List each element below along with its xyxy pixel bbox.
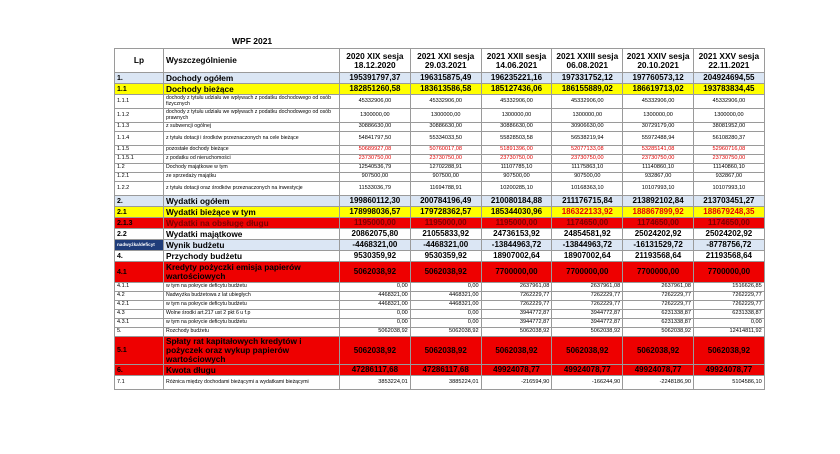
- row-value-cell: 30886630,00: [481, 123, 552, 132]
- table-row: [115, 207, 765, 218]
- header-col-2021-xxiii: 2021 XXIII sesja 06.08.2021: [552, 49, 623, 73]
- row-value-cell: 7700000,00: [693, 262, 764, 283]
- row-value-cell: 53285141,08: [623, 146, 694, 155]
- row-lp: 5.1: [115, 337, 164, 365]
- row-value-cell: 7700000,00: [623, 262, 694, 283]
- row-value-cell: 7262229,77: [623, 301, 694, 310]
- row-description: Kredyty pożyczki emisja papierów wartościowych: [164, 262, 340, 283]
- row-value-cell: 7262229,77: [623, 292, 694, 301]
- row-lp: 1.1.5: [115, 146, 164, 155]
- row-description: z subwencji ogólnej: [164, 123, 340, 132]
- table-row: [115, 173, 765, 182]
- table-row: [115, 310, 765, 319]
- row-value-cell: 213703451,27: [693, 196, 764, 207]
- row-value-cell: 50689927,08: [340, 146, 411, 155]
- row-value-cell: 47286117,68: [340, 365, 411, 376]
- row-value-cell: 20862075,80: [340, 229, 411, 240]
- row-lp: 4.: [115, 251, 164, 262]
- row-value-cell: 47286117,68: [410, 365, 481, 376]
- row-value-cell: 196315875,49: [410, 73, 481, 84]
- row-lp: 4.1.1: [115, 283, 164, 292]
- row-value-cell: 24736153,92: [481, 229, 552, 240]
- row-lp: 4.1: [115, 262, 164, 283]
- row-lp: 4.2.1: [115, 301, 164, 310]
- row-value-cell: 3944772,87: [552, 319, 623, 328]
- row-description: w tym na pokrycie deficytu budżetu: [164, 319, 340, 328]
- row-value-cell: 11533036,79: [340, 182, 411, 196]
- row-value-cell: 213892102,84: [623, 196, 694, 207]
- row-value-cell: 4468321,00: [340, 301, 411, 310]
- row-value-cell: 5062038,92: [481, 328, 552, 337]
- row-lp: 4.2: [115, 292, 164, 301]
- row-value-cell: -16131529,72: [623, 240, 694, 251]
- row-value-cell: 185127436,06: [481, 84, 552, 95]
- row-value-cell: 12414811,92: [693, 328, 764, 337]
- row-value-cell: 7262229,77: [693, 301, 764, 310]
- row-value-cell: 21055833,92: [410, 229, 481, 240]
- row-value-cell: 1174650,00: [552, 218, 623, 229]
- row-value-cell: 1300000,00: [410, 109, 481, 123]
- row-value-cell: 49924078,77: [552, 365, 623, 376]
- table-row: [115, 229, 765, 240]
- header-col-2021-xxv: 2021 XXV sesja 22.11.2021: [693, 49, 764, 73]
- row-value-cell: 51891396,00: [481, 146, 552, 155]
- row-description: Spłaty rat kapitałowych kredytów i pożyczek oraz wykup papierów wartościowych: [164, 337, 340, 365]
- table-row: [115, 283, 765, 292]
- header-row: [115, 49, 765, 73]
- row-value-cell: 7700000,00: [481, 262, 552, 283]
- row-value-cell: 0,00: [410, 283, 481, 292]
- table-row: [115, 196, 765, 207]
- row-value-cell: 23730750,00: [623, 155, 694, 164]
- row-value-cell: 932867,00: [623, 173, 694, 182]
- row-lp: 1.1.4: [115, 132, 164, 146]
- row-value-cell: 55828503,58: [481, 132, 552, 146]
- row-value-cell: 11107785,10: [481, 164, 552, 173]
- table-row: [115, 182, 765, 196]
- row-value-cell: 178998036,57: [340, 207, 411, 218]
- row-lp: 1.2.1: [115, 173, 164, 182]
- sheet-title-row: [114, 36, 764, 48]
- row-value-cell: 210080184,88: [481, 196, 552, 207]
- row-lp: 1.1.2: [115, 109, 164, 123]
- table-row: [115, 146, 765, 155]
- row-description: Dochody ogółem: [164, 73, 340, 84]
- row-value-cell: 3885224,01: [410, 376, 481, 390]
- row-value-cell: 23730750,00: [340, 155, 411, 164]
- header-lp: Lp: [115, 49, 164, 73]
- table-row: [115, 132, 765, 146]
- table-row: [115, 328, 765, 337]
- row-description: Wydatki majątkowe: [164, 229, 340, 240]
- row-value-cell: 3853224,01: [340, 376, 411, 390]
- row-lp: 2.2: [115, 229, 164, 240]
- table-row: [115, 337, 765, 365]
- row-value-cell: 0,00: [340, 319, 411, 328]
- row-value-cell: 45332906,00: [481, 95, 552, 109]
- row-value-cell: 211176715,84: [552, 196, 623, 207]
- row-value-cell: 1300000,00: [481, 109, 552, 123]
- row-description: Dochody majątkowe w tym: [164, 164, 340, 173]
- row-value-cell: 0,00: [410, 310, 481, 319]
- row-lp: 5.: [115, 328, 164, 337]
- row-value-cell: 6231338,87: [693, 310, 764, 319]
- row-value-cell: 907500,00: [552, 173, 623, 182]
- row-value-cell: 6231338,87: [623, 310, 694, 319]
- table-row: [115, 155, 765, 164]
- row-value-cell: 25024202,92: [693, 229, 764, 240]
- row-value-cell: 3944772,87: [481, 310, 552, 319]
- table-row: [115, 376, 765, 390]
- row-value-cell: 7262229,77: [552, 292, 623, 301]
- row-value-cell: 7262229,77: [552, 301, 623, 310]
- row-value-cell: 25024202,92: [623, 229, 694, 240]
- row-value-cell: 49924078,77: [693, 365, 764, 376]
- row-lp: 1.1: [115, 84, 164, 95]
- row-description: Dochody bieżące: [164, 84, 340, 95]
- row-value-cell: 197760573,12: [623, 73, 694, 84]
- row-value-cell: 4468321,00: [410, 301, 481, 310]
- row-value-cell: 45332906,00: [410, 95, 481, 109]
- row-value-cell: 30886630,00: [410, 123, 481, 132]
- row-value-cell: 907500,00: [481, 173, 552, 182]
- row-value-cell: -2248186,90: [623, 376, 694, 390]
- table-row: [115, 164, 765, 173]
- row-value-cell: 23730750,00: [552, 155, 623, 164]
- row-value-cell: 186322133,92: [552, 207, 623, 218]
- row-value-cell: 9530359,92: [340, 251, 411, 262]
- row-value-cell: 45332906,00: [552, 95, 623, 109]
- row-value-cell: 193783834,45: [693, 84, 764, 95]
- row-lp: 4.3: [115, 310, 164, 319]
- row-value-cell: 56108280,37: [693, 132, 764, 146]
- row-value-cell: 199860112,30: [340, 196, 411, 207]
- row-value-cell: 183613586,58: [410, 84, 481, 95]
- row-value-cell: 21193568,64: [623, 251, 694, 262]
- row-value-cell: 907500,00: [340, 173, 411, 182]
- row-description: z tytułu dotacji i środków przeznaczonych na cele bieżące: [164, 132, 340, 146]
- row-lp: nadwyżka/deficyt: [115, 240, 164, 251]
- row-value-cell: 5062038,92: [340, 262, 411, 283]
- header-col-2021-xxiv: 2021 XXIV sesja 20.10.2021: [623, 49, 694, 73]
- row-description: Nadwyżka budżetowa z lat ubiegłych: [164, 292, 340, 301]
- row-lp: 4.3.1: [115, 319, 164, 328]
- row-lp: 2.1.3: [115, 218, 164, 229]
- row-value-cell: 1174650,00: [693, 218, 764, 229]
- row-value-cell: 1300000,00: [552, 109, 623, 123]
- row-value-cell: 11175863,10: [552, 164, 623, 173]
- row-value-cell: 54841797,50: [340, 132, 411, 146]
- table-row: [115, 73, 765, 84]
- row-value-cell: 38081952,00: [693, 123, 764, 132]
- row-value-cell: 10107993,10: [693, 182, 764, 196]
- row-description: Wolne środki art.217 ust 2 pkt 6 u f.p: [164, 310, 340, 319]
- row-description: dochody z tytułu udziału we wpływach z podatku dochodowego od osób prawnych: [164, 109, 340, 123]
- header-col-2020-xix: 2020 XIX sesja 18.12.2020: [340, 49, 411, 73]
- row-description: z tytułu dotacji oraz środków przeznaczonych na inwestycje: [164, 182, 340, 196]
- row-lp: 2.1: [115, 207, 164, 218]
- table-row: [115, 109, 765, 123]
- row-value-cell: 195391797,37: [340, 73, 411, 84]
- row-value-cell: 1195000,00: [340, 218, 411, 229]
- row-value-cell: 45332906,00: [693, 95, 764, 109]
- row-value-cell: 0,00: [340, 310, 411, 319]
- row-value-cell: 11140860,10: [623, 164, 694, 173]
- table-row: [115, 240, 765, 251]
- row-value-cell: 12702288,91: [410, 164, 481, 173]
- row-value-cell: 1300000,00: [340, 109, 411, 123]
- row-description: Różnica między dochodami bieżącymi a wydatkami bieżącymi: [164, 376, 340, 390]
- row-description: Rozchody budżetu: [164, 328, 340, 337]
- row-value-cell: 0,00: [340, 283, 411, 292]
- row-description: Kwota długu: [164, 365, 340, 376]
- row-value-cell: -13844963,72: [552, 240, 623, 251]
- row-value-cell: 4468321,00: [410, 292, 481, 301]
- row-value-cell: -4468321,00: [410, 240, 481, 251]
- row-value-cell: 10200285,10: [481, 182, 552, 196]
- table-row: [115, 292, 765, 301]
- row-value-cell: 21193568,64: [693, 251, 764, 262]
- header-col-2021-xxii: 2021 XXII sesja 14.06.2021: [481, 49, 552, 73]
- row-value-cell: -4468321,00: [340, 240, 411, 251]
- row-value-cell: 10107993,10: [623, 182, 694, 196]
- table-row: [115, 262, 765, 283]
- row-value-cell: 30886630,00: [340, 123, 411, 132]
- row-value-cell: 18907002,64: [481, 251, 552, 262]
- row-lp: 1.1.5.1: [115, 155, 164, 164]
- row-value-cell: 23730750,00: [410, 155, 481, 164]
- row-value-cell: 179728362,57: [410, 207, 481, 218]
- row-lp: 2.: [115, 196, 164, 207]
- row-value-cell: 5062038,92: [693, 337, 764, 365]
- row-value-cell: 1516626,85: [693, 283, 764, 292]
- row-value-cell: 3944772,87: [552, 310, 623, 319]
- row-value-cell: 23730750,00: [481, 155, 552, 164]
- row-value-cell: 18907002,64: [552, 251, 623, 262]
- row-value-cell: 188679248,35: [693, 207, 764, 218]
- row-value-cell: -8778756,72: [693, 240, 764, 251]
- row-value-cell: 5062038,92: [340, 337, 411, 365]
- row-value-cell: 2637961,08: [623, 283, 694, 292]
- row-value-cell: 6231338,87: [623, 319, 694, 328]
- row-value-cell: 7262229,77: [693, 292, 764, 301]
- row-description: w tym na pokrycie deficytu budżetu: [164, 283, 340, 292]
- table-row: [115, 218, 765, 229]
- row-value-cell: 907500,00: [410, 173, 481, 182]
- row-value-cell: 0,00: [410, 319, 481, 328]
- row-value-cell: 11140860,10: [693, 164, 764, 173]
- row-lp: 7.1: [115, 376, 164, 390]
- row-value-cell: 49924078,77: [481, 365, 552, 376]
- table-row: [115, 95, 765, 109]
- row-description: Wydatki ogółem: [164, 196, 340, 207]
- row-value-cell: 23730750,00: [693, 155, 764, 164]
- row-value-cell: 1174650,00: [623, 218, 694, 229]
- row-value-cell: 5062038,92: [623, 328, 694, 337]
- row-value-cell: 4468321,00: [340, 292, 411, 301]
- row-value-cell: 50760017,08: [410, 146, 481, 155]
- row-value-cell: 1195000,00: [410, 218, 481, 229]
- row-lp: 6.: [115, 365, 164, 376]
- row-value-cell: 5062038,92: [410, 337, 481, 365]
- row-value-cell: 55972488,94: [623, 132, 694, 146]
- row-lp: 1.1.1: [115, 95, 164, 109]
- row-value-cell: 3944772,87: [481, 319, 552, 328]
- row-value-cell: 7262229,77: [481, 301, 552, 310]
- header-col-2021-xxi: 2021 XXI sesja 29.03.2021: [410, 49, 481, 73]
- spreadsheet: [114, 36, 764, 390]
- row-value-cell: 52077133,08: [552, 146, 623, 155]
- row-value-cell: 5062038,92: [552, 337, 623, 365]
- row-value-cell: 932867,00: [693, 173, 764, 182]
- row-value-cell: 0,00: [693, 319, 764, 328]
- row-value-cell: 30906630,00: [552, 123, 623, 132]
- row-value-cell: 1300000,00: [693, 109, 764, 123]
- row-description: pozostałe dochody bieżące: [164, 146, 340, 155]
- table-row: [115, 123, 765, 132]
- row-value-cell: 55334033,50: [410, 132, 481, 146]
- row-description: w tym na pokrycie deficytu budżetu: [164, 301, 340, 310]
- row-value-cell: 1300000,00: [623, 109, 694, 123]
- row-value-cell: 7262229,77: [481, 292, 552, 301]
- table-row: [115, 365, 765, 376]
- row-value-cell: 45332906,00: [340, 95, 411, 109]
- row-value-cell: 5062038,92: [410, 262, 481, 283]
- row-value-cell: 56538219,94: [552, 132, 623, 146]
- row-description: Wydatki bieżące w tym: [164, 207, 340, 218]
- table-row: [115, 251, 765, 262]
- row-description: Przychody budżetu: [164, 251, 340, 262]
- row-value-cell: 5062038,92: [552, 328, 623, 337]
- row-value-cell: 5062038,92: [623, 337, 694, 365]
- row-value-cell: 49924078,77: [623, 365, 694, 376]
- row-value-cell: 182851260,58: [340, 84, 411, 95]
- row-value-cell: 5062038,92: [340, 328, 411, 337]
- row-value-cell: -13844963,72: [481, 240, 552, 251]
- row-value-cell: 186619713,02: [623, 84, 694, 95]
- row-value-cell: 52960716,08: [693, 146, 764, 155]
- row-description: z podatku od nieruchomości: [164, 155, 340, 164]
- row-value-cell: 9530359,92: [410, 251, 481, 262]
- row-description: Wynik budżetu: [164, 240, 340, 251]
- row-value-cell: 45332906,00: [623, 95, 694, 109]
- wpf-table: [114, 48, 765, 390]
- row-value-cell: 196235221,16: [481, 73, 552, 84]
- table-row: [115, 319, 765, 328]
- row-value-cell: 30729179,00: [623, 123, 694, 132]
- row-value-cell: 204924694,55: [693, 73, 764, 84]
- row-value-cell: 5062038,92: [481, 337, 552, 365]
- row-value-cell: 185344030,96: [481, 207, 552, 218]
- row-value-cell: 188867899,92: [623, 207, 694, 218]
- row-value-cell: 5104586,10: [693, 376, 764, 390]
- row-value-cell: 12540536,79: [340, 164, 411, 173]
- row-value-cell: 7700000,00: [552, 262, 623, 283]
- row-value-cell: 200784196,49: [410, 196, 481, 207]
- row-lp: 1.2: [115, 164, 164, 173]
- header-desc: Wyszczególnienie: [164, 49, 340, 73]
- row-value-cell: 11694788,91: [410, 182, 481, 196]
- row-value-cell: 197331752,12: [552, 73, 623, 84]
- row-value-cell: 186155889,02: [552, 84, 623, 95]
- row-lp: 1.2.2: [115, 182, 164, 196]
- row-value-cell: 24854581,92: [552, 229, 623, 240]
- sheet-title: WPF 2021: [232, 36, 273, 46]
- table-row: [115, 301, 765, 310]
- row-value-cell: -166244,90: [552, 376, 623, 390]
- row-description: ze sprzedaży majątku: [164, 173, 340, 182]
- row-description: dochody z tytułu udziału we wpływach z podatku dochodowego od osób fizycznych: [164, 95, 340, 109]
- row-description: Wydatki na obsługę długu: [164, 218, 340, 229]
- row-value-cell: 1195000,00: [481, 218, 552, 229]
- row-lp: 1.1.3: [115, 123, 164, 132]
- row-value-cell: 10168363,10: [552, 182, 623, 196]
- row-value-cell: 2637961,08: [481, 283, 552, 292]
- row-value-cell: 2637961,08: [552, 283, 623, 292]
- row-value-cell: 5062038,92: [410, 328, 481, 337]
- row-lp: 1.: [115, 73, 164, 84]
- row-value-cell: -216594,90: [481, 376, 552, 390]
- table-row: [115, 84, 765, 95]
